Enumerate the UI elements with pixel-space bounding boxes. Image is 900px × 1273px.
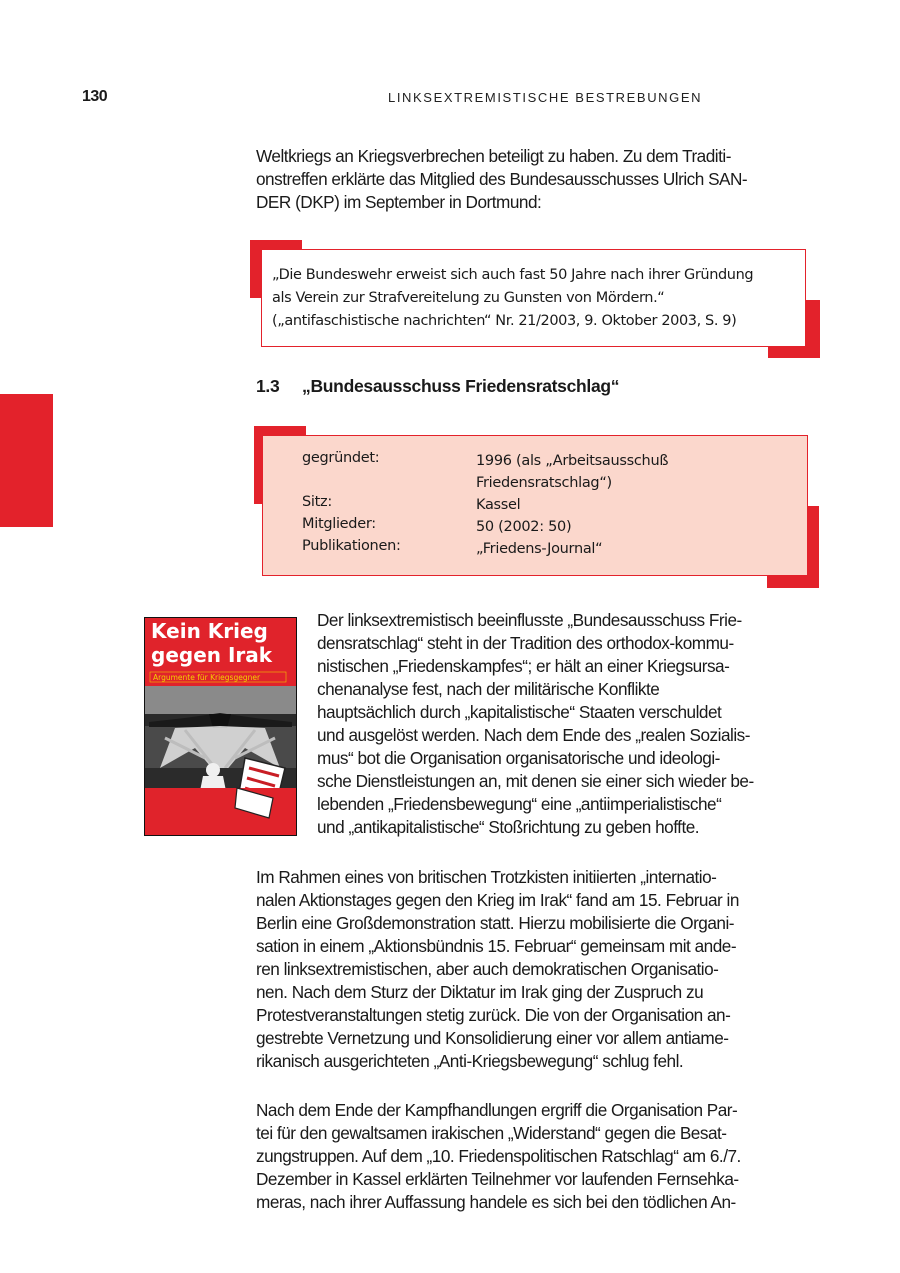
quote-line: als Verein zur Strafvereitelung zu Gunsten von Mördern.“ <box>272 290 665 306</box>
running-head: LINKSEXTREMISTISCHE BESTREBUNGEN <box>388 90 703 105</box>
cover-title-line: gegen Irak <box>151 643 273 667</box>
text-line: Nach dem Ende der Kampfhandlungen ergriff die Organisation Par- <box>256 1100 738 1120</box>
quote-text <box>272 264 753 333</box>
text-line: und „antikapitalistische“ Stoßrichtung zu geben hoffte. <box>317 817 700 837</box>
quote-box <box>250 240 820 358</box>
text-line: chenanalyse fest, nach der militärische Konflikte <box>317 679 660 699</box>
section-heading <box>256 376 619 397</box>
page-number: 130 <box>82 88 108 105</box>
text-line: nen. Nach dem Sturz der Diktatur im Irak ging der Zuspruch zu <box>256 982 704 1002</box>
section-title: „Bundesausschuss Friedensratschlag“ <box>302 376 620 396</box>
text-line: meras, nach ihrer Auffassung handele es sich bei den tödlichen An- <box>256 1192 736 1212</box>
text-line: ren linksextremistischen, aber auch demokratischen Organisatio- <box>256 959 719 979</box>
text-line: sche Dienstleistungen an, mit denen sie einer sich wieder be- <box>317 771 754 791</box>
organization-fact-box <box>254 426 819 588</box>
text-line: DER (DKP) im September in Dortmund: <box>256 192 542 212</box>
book-cover-illustration <box>145 618 296 835</box>
fact-value <box>476 450 776 494</box>
text-line: onstreffen erklärte das Mitglied des Bundesausschusses Ulrich SAN- <box>256 169 748 189</box>
quote-source: („antifaschistische nachrichten“ Nr. 21/2003, 9. Oktober 2003, S. 9) <box>272 313 737 329</box>
fact-label: Mitglieder: <box>302 516 376 532</box>
section-number: 1.3 <box>256 376 280 396</box>
book-cover-image <box>144 617 297 836</box>
fact-value: „Friedens-Journal“ <box>476 541 603 557</box>
fact-value-line: Friedensratschlag“) <box>476 475 612 491</box>
text-line: sation in einem „Aktionsbündnis 15. Februar“ gemeinsam mit ande- <box>256 936 737 956</box>
text-line: hauptsächlich durch „kapitalistische“ Staaten verschuldet <box>317 702 722 722</box>
fact-label: Sitz: <box>302 494 332 510</box>
chapter-tab-marker <box>0 394 53 527</box>
body-paragraph <box>256 1099 812 1214</box>
fact-box-frame <box>262 435 808 576</box>
text-line: zungstruppen. Auf dem „10. Friedenspolitischen Ratschlag“ am 6./7. <box>256 1146 741 1166</box>
text-line: Im Rahmen eines von britischen Trotzkisten initiierten „internatio- <box>256 867 717 887</box>
fact-label: Publikationen: <box>302 538 401 554</box>
fact-value-line: 1996 (als „Arbeitsausschuß <box>476 453 669 469</box>
text-line: nistischen „Friedenskampfes“; er hält an einer Kriegsursa- <box>317 656 730 676</box>
cover-subtitle: Argumente für Kriegsgegner <box>153 673 261 682</box>
fact-value: 50 (2002: 50) <box>476 519 572 535</box>
quote-line: „Die Bundeswehr erweist sich auch fast 50 Jahre nach ihrer Gründung <box>272 267 754 283</box>
text-line: Weltkriegs an Kriegsverbrechen beteiligt zu haben. Zu dem Traditi- <box>256 146 731 166</box>
text-line: und ausgelöst werden. Nach dem Ende des „realen Sozialis- <box>317 725 750 745</box>
text-line: mus“ bot die Organisation organisatorische und ideologi- <box>317 748 720 768</box>
text-line: nalen Aktionstages gegen den Krieg im Irak“ fand am 15. Februar in <box>256 890 739 910</box>
text-line: Protestveranstaltungen stetig zurück. Die von der Organisation an- <box>256 1005 731 1025</box>
text-line: Berlin eine Großdemonstration statt. Hierzu mobilisierte die Organi- <box>256 913 735 933</box>
fact-label: gegründet: <box>302 450 380 466</box>
cover-title-line: Kein Krieg <box>151 619 268 643</box>
text-line: Der linksextremistisch beeinflusste „Bundesausschuss Frie- <box>317 610 742 630</box>
intro-paragraph <box>256 145 812 214</box>
text-line: densratschlag“ steht in der Tradition des orthodox-kommu- <box>317 633 734 653</box>
text-line: Dezember in Kassel erklärten Teilnehmer vor laufenden Fernsehka- <box>256 1169 739 1189</box>
body-paragraph <box>317 609 813 839</box>
text-line: tei für den gewaltsamen irakischen „Widerstand“ gegen die Besat- <box>256 1123 727 1143</box>
body-paragraph <box>256 866 812 1073</box>
quote-frame <box>261 249 806 347</box>
text-line: rikanisch ausgerichteten „Anti-Kriegsbewegung“ schlug fehl. <box>256 1051 684 1071</box>
fact-value: Kassel <box>476 497 521 513</box>
text-line: gestrebte Vernetzung und Konsolidierung einer vor allem antiame- <box>256 1028 729 1048</box>
text-line: lebenden „Friedensbewegung“ eine „antiimperialistische“ <box>317 794 722 814</box>
